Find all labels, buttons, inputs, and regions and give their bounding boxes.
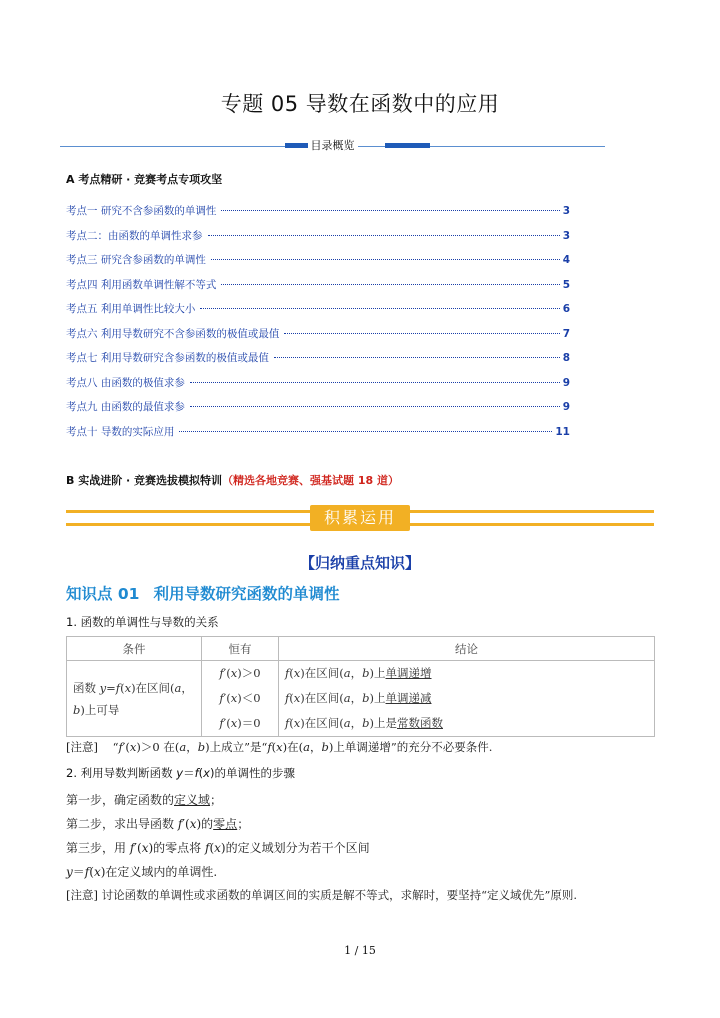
toc-entry[interactable]: 考点九 由函数的最值求参 9 — [66, 401, 570, 413]
page-title: 专题 05 导数在函数中的应用 — [220, 92, 500, 116]
toc-entry[interactable]: 考点八 由函数的极值求参 9 — [66, 376, 570, 389]
step-item: y＝f(x)在定义域内的单调性. — [66, 865, 218, 879]
banner-label: 积累运用 — [310, 505, 410, 531]
table-header-row: 条件 恒有 结论 — [67, 637, 655, 661]
note-1: [注意] “f′(x)＞0 在(a，b)上成立”是“f(x)在(a，b)上单调递增”的充分不必要条件. — [66, 740, 493, 754]
toc-entry[interactable]: 考点二：由函数的单调性求参 3 — [66, 229, 570, 242]
monotonicity-table — [66, 636, 655, 737]
step-item: 第一步，确定函数的定义域； — [66, 793, 223, 807]
toc-header — [60, 138, 605, 154]
subheading-1: 1. 函数的单调性与导数的关系 — [66, 615, 219, 629]
step-item: 第二步，求出导函数 f′(x)的零点； — [66, 817, 250, 831]
toc-entry[interactable]: 考点六 利用导数研究不含参函数的极值或最值 7 — [66, 327, 570, 340]
toc-entry[interactable]: 考点五 利用单调性比较大小 6 — [66, 303, 570, 315]
summary-heading: 【归纳重点知识】 — [299, 554, 420, 572]
step-item: 第三步，用 f′(x)的零点将 f(x)的定义域划分为若干个区间 — [66, 841, 370, 855]
conclusion-cell: f(x)在区间(a，b)上单调递增 f(x)在区间(a，b)上单调递减 f(x)在区间(a，b)上是常数函数 — [279, 661, 655, 737]
toc-entry[interactable]: 考点一 研究不含参函数的单调性 3 — [66, 205, 570, 217]
subheading-2: 2. 利用导数判断函数 y＝f(x)的单调性的步骤 — [66, 766, 295, 780]
table-of-contents — [66, 203, 570, 448]
section-a-heading: A 考点精研 · 竞赛考点专项攻坚 — [66, 173, 223, 186]
toc-entry[interactable]: 考点七 利用导数研究含参函数的极值或最值 8 — [66, 352, 570, 364]
page-number: 1 / 15 — [344, 944, 376, 957]
table-row — [67, 661, 655, 737]
toc-entry[interactable]: 考点四 利用函数单调性解不等式 5 — [66, 278, 570, 291]
toc-header-bar-right — [385, 143, 430, 148]
condition-cell: 函数 y=f(x)在区间(a，b)上可导 — [67, 661, 202, 737]
derivative-sign-cell: f′(x)＞0 f′(x)＜0 f′(x)＝0 — [202, 661, 279, 737]
steps-list — [66, 788, 370, 884]
note-2: [注意] 讨论函数的单调性或求函数的单调区间的实质是解不等式，求解时，要坚持“定义域优先”原则. — [66, 888, 578, 902]
accumulate-banner — [66, 505, 654, 531]
toc-entry[interactable]: 考点三 研究含参函数的单调性 4 — [66, 254, 570, 266]
section-b-highlight: （精选各地竞赛、强基试题 18 道） — [222, 474, 400, 487]
toc-entry[interactable]: 考点十 导数的实际应用 11 — [66, 425, 570, 438]
knowledge-point-heading: 知识点 01 利用导数研究函数的单调性 — [66, 585, 340, 603]
toc-header-label: 目录概览 — [308, 138, 358, 154]
section-b-heading: B 实战进阶 · 竞赛选拔模拟特训（精选各地竞赛、强基试题 18 道） — [66, 474, 400, 487]
